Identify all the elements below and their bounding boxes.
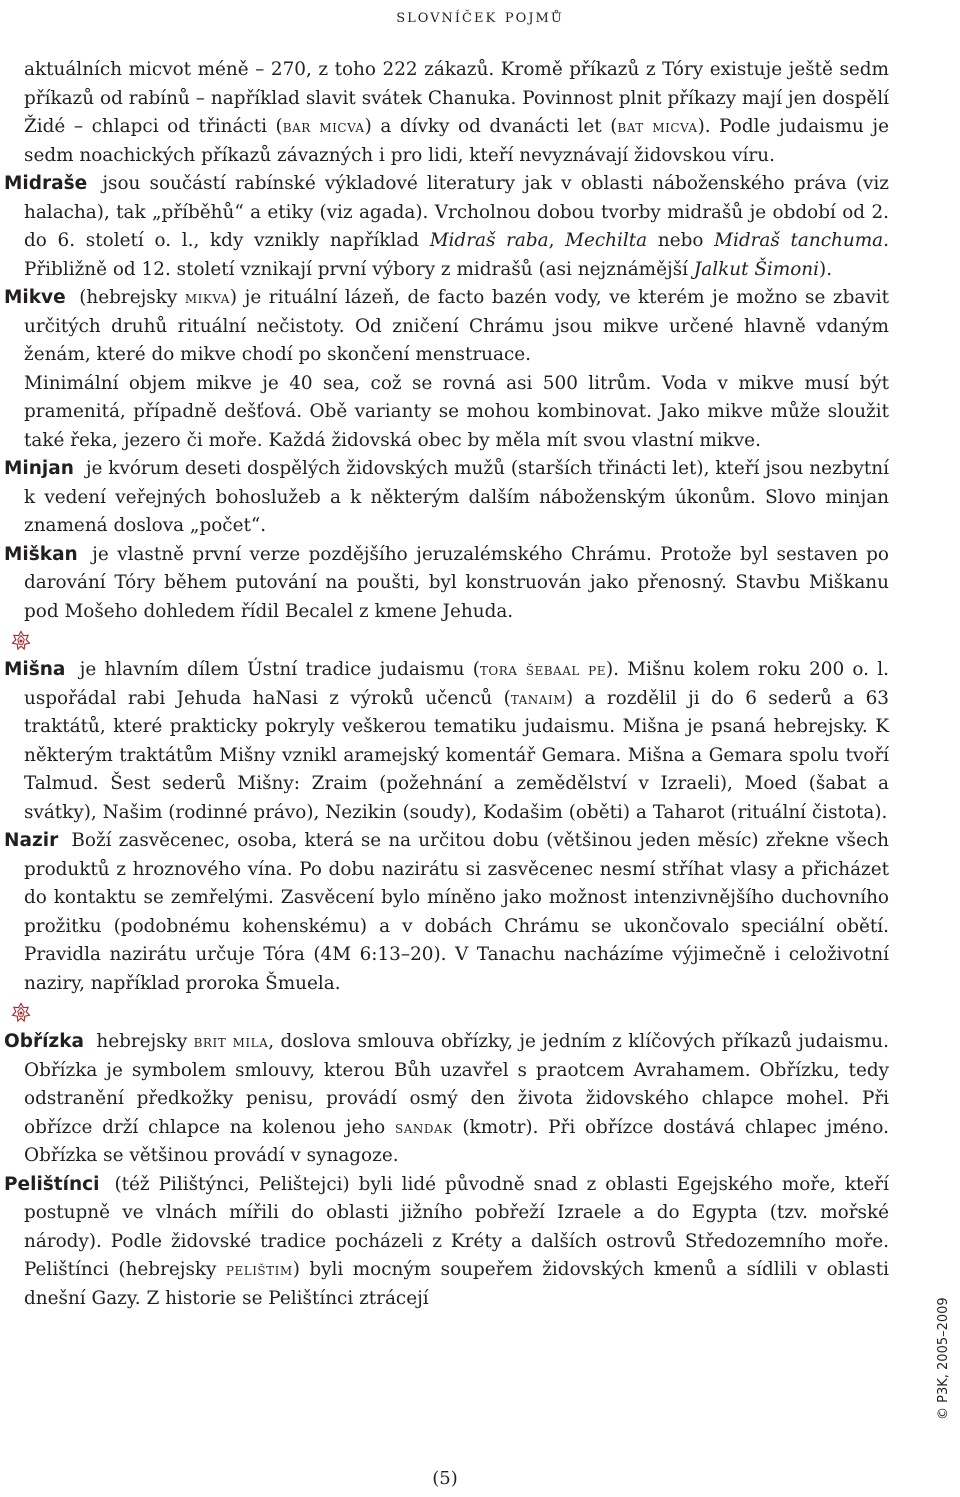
entry-mikve (4, 284, 889, 455)
entry-term: Minjan (4, 458, 74, 479)
entry-obrizka (4, 1028, 889, 1171)
entry-term: Mikve (4, 287, 66, 308)
hebrew-term: sandak (395, 1117, 453, 1138)
entry-pelistinci (4, 1171, 889, 1314)
entry-text: (též Pilištýnci, Pelištejci) byli lidé původně snad z oblasti Egejského moře, kteří postupně ve vlnách mířili do oblasti jižního pobřeží Izraele a do Egypta (tzv. mořské národy). Podle židovské tradice pocházeli z Kréty a dalších ostrovů Středozemního moře. Pelištínci (hebrejsky (24, 1173, 889, 1280)
ornament-separator (4, 626, 889, 656)
page-header: slovníček pojmů (396, 6, 564, 27)
hebrew-term: mikva (184, 288, 230, 308)
entry-text: je hlavním dílem Ústní tradice judaismu ( (79, 659, 480, 680)
entry-text: nebo (647, 230, 715, 251)
entry-text: (hebrejsky (79, 287, 185, 308)
work-title: Midraš tanchuma (714, 230, 884, 251)
entry-term: Mišna (4, 659, 66, 680)
entry-text: . Přibližně od 12. století vznikají první výbory z midrašů (asi nejznámější (24, 230, 889, 280)
glossary-content (4, 56, 889, 1313)
intro-paragraph (4, 56, 889, 170)
copyright-notice: © P3K, 2005–2009 (936, 1297, 951, 1420)
entry-text-continued: Minimální objem mikve je 40 sea, což se rovná asi 500 litrům. Voda v mikve musí být pramenitá, případně dešťová. Obě varianty se mohou kombinovat. Jako mikve může sloužit také řeka, jezero či moře. Každá židovská obec by měla mít svou vlastní mikve. (24, 372, 889, 451)
hebrew-term: brit mila (193, 1032, 269, 1052)
entry-text: je vlastně první verze pozdějšího jeruzalémského Chrámu. Protože byl sestaven po darování Tóry během putování na poušti, byl konstruován jako přenosný. Stavbu Miškanu pod Mošeho dohledem řídil Becalel z kmene Jehuda. (24, 543, 889, 622)
entry-term: Obřízka (4, 1031, 84, 1052)
hebrew-term: tora šebaal pe (479, 660, 606, 680)
entry-minjan (4, 455, 889, 541)
intro-text: ). Podle judaismu je sedm noachických příkazů závazných i pro lidi, kteří nevyznávají židovskou víru. (24, 116, 889, 166)
entry-term: Midraše (4, 173, 88, 194)
entry-text: ). (819, 258, 833, 280)
ornament-separator (4, 998, 889, 1028)
intro-term-bat-micva: bat micva (617, 117, 698, 137)
entry-text: ) a rozdělil ji do 6 sederů a 63 traktátů, které prakticky pokryly veškerou tematiku judaismu. Mišna je psaná hebrejsky. K některým traktátům Mišny vznikl aramejský komentář Gemara. Mišna a Gemara spolu tvoří Talmud. Šest sederů Mišny: Zraim (požehnání a zemědělství v Izraeli), Moed (šabat a svátky), Našim (rodinné právo), Nezikin (soudy), Kodašim (oběti) a Taharot (rituální čistota). (24, 687, 889, 823)
entry-term: Miškan (4, 543, 78, 565)
entry-text: je kvórum deseti dospělých židovských mužů (starších třinácti let), kteří jsou nezbytní k vedení veřejných bohoslužeb a k některým dalším náboženským úkonům. Slovo minjan znamená doslova „počet“. (24, 458, 889, 536)
entry-miskan (4, 541, 889, 627)
intro-term-bar-micva: bar micva (282, 117, 365, 137)
star-ornament-icon (10, 630, 32, 652)
intro-text: aktuálních micvot méně – 270, z toho 222 zákazů. Kromě příkazů z Tóry existuje ještě sedm příkazů od rabínů – například slavit svátek Chanuka. Povinnost plnit příkazy mají jen dospělí Židé – chlapci od třinácti ( (24, 59, 889, 137)
page-number: (5) (432, 1468, 458, 1489)
entry-midrase (4, 170, 889, 284)
entry-text: ) je rituální lázeň, de facto bazén vody, ve kterém je možno se zbavit určitých druhů rituální nečistoty. Od zničení Chrámu jsou mikve určené hlavně vdaným ženám, které do mikve chodí po skončení menstruace. (24, 287, 889, 365)
entry-term: Pelištínci (4, 1173, 100, 1195)
entry-misna (4, 656, 889, 827)
hebrew-term: tanaim (510, 688, 567, 709)
intro-text: ) a dívky od dvanácti let ( (364, 116, 618, 137)
hebrew-term: pelištim (225, 1260, 293, 1280)
entry-text: Boží zasvěcenec, osoba, která se na určitou dobu (většinou jeden měsíc) zřekne všech produktů z hroznového vína. Po dobu nazirátu si zasvěcenec nesmí stříhat vlasy a přicházet do kontaktu se zemřelými. Zasvěcení bylo míněno jako možnost intenzivnějšího duchovního prožitku (podobnému kohenskému) a v dobách Chrámu se ukončovalo speciální obětí. Pravidla nazirátu určuje Tóra (4M 6:13–20). V Tanachu nacházíme výjimečně i celoživotní naziry, například proroka Šmuela. (24, 830, 889, 994)
entry-text: ). Mišnu kolem roku 200 o. l. uspořádal rabi Jehuda haNasi z výroků učenců ( (24, 659, 889, 709)
work-title: Jalkut Šimoni (693, 258, 820, 280)
entry-text: , (548, 230, 566, 251)
star-ornament-icon (10, 1002, 32, 1024)
entry-term: Nazir (4, 830, 59, 851)
work-title: Mechilta (565, 230, 648, 251)
entry-text: jsou součástí rabínské výkladové literatury jak v oblasti náboženského práva (viz halacha), tak „příběhů“ a etiky (viz agada). Vrcholnou dobou tvorby midrašů je období od 2. do 6. století o. l., kdy vznikly například (24, 173, 889, 251)
entry-text: , doslova smlouva obřízky, je jedním z klíčových příkazů judaismu. Obřízka je symbolem smlouvy, kterou Bůh uzavřel s praotcem Avrahamem. Obřízku, tedy odstranění předkožky penisu, provádí osmý den života židovského chlapce mohel. Při obřízce drží chlapce na kolenou jeho (24, 1031, 889, 1138)
entry-text: ) byli mocným soupeřem židovských kmenů a sídlili v oblasti dnešní Gazy. Z historie se Pelištínci ztrácejí (24, 1259, 889, 1309)
entry-text: (kmotr). Při obřízce dostává chlapec jméno. Obřízka se většinou provádí v synagoze. (24, 1116, 889, 1166)
entry-text: hebrejsky (96, 1031, 194, 1052)
work-title: Midraš raba (429, 230, 549, 251)
entry-nazir (4, 827, 889, 998)
